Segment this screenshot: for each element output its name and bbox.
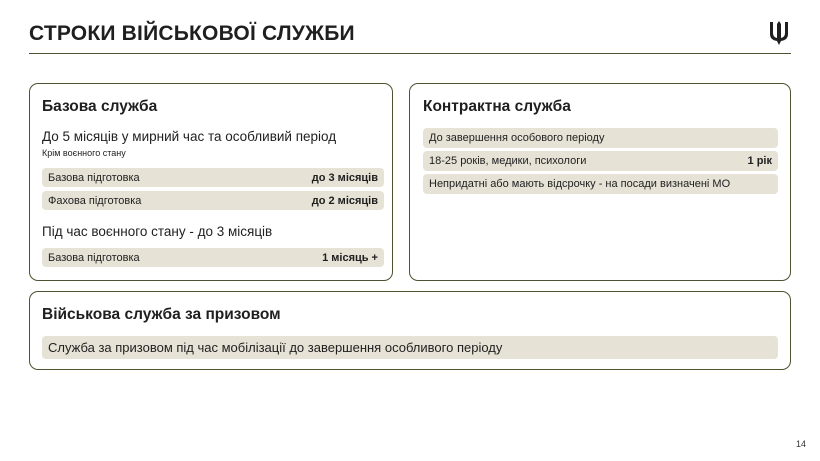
contract-row	[423, 151, 778, 171]
war-basic-training-row	[42, 248, 384, 267]
row-label: Непридатні або мають відсрочку - на посади визначені МО	[429, 178, 731, 190]
contract-row	[423, 128, 778, 148]
row-value: 1 місяць +	[322, 251, 378, 264]
war-period-heading: Під час воєнного стану - до 3 місяців	[42, 224, 273, 239]
trident-icon	[767, 20, 791, 46]
row-label: Базова підготовка	[48, 251, 140, 264]
title-divider	[29, 53, 791, 54]
peace-period-note: Крім воєнного стану	[42, 148, 126, 158]
row-label: Служба за призовом під час мобілізації до завершення особливого періоду	[48, 340, 503, 355]
basic-training-row	[42, 168, 384, 187]
row-label: До завершення особового періоду	[429, 132, 605, 144]
row-value: 1 рік	[747, 155, 772, 167]
conscript-row	[42, 336, 778, 359]
conscript-service-card	[29, 291, 791, 370]
basic-service-card	[29, 83, 393, 281]
contract-service-card	[409, 83, 791, 281]
conscript-service-title: Військова служба за призовом	[42, 306, 281, 323]
page-title: СТРОКИ ВІЙСЬКОВОЇ СЛУЖБИ	[29, 22, 355, 45]
basic-service-title: Базова служба	[42, 98, 158, 115]
row-label: Базова підготовка	[48, 171, 140, 184]
page-number: 14	[795, 439, 806, 449]
row-label: 18-25 років, медики, психологи	[429, 155, 587, 167]
contract-row	[423, 174, 778, 194]
specialist-training-row	[42, 191, 384, 210]
row-label: Фахова підготовка	[48, 194, 142, 207]
contract-service-title: Контрактна служба	[423, 98, 571, 115]
row-value: до 2 місяців	[311, 194, 378, 207]
peace-period-heading: До 5 місяців у мирний час та особливий період	[42, 129, 337, 144]
row-value: до 3 місяців	[311, 171, 378, 184]
